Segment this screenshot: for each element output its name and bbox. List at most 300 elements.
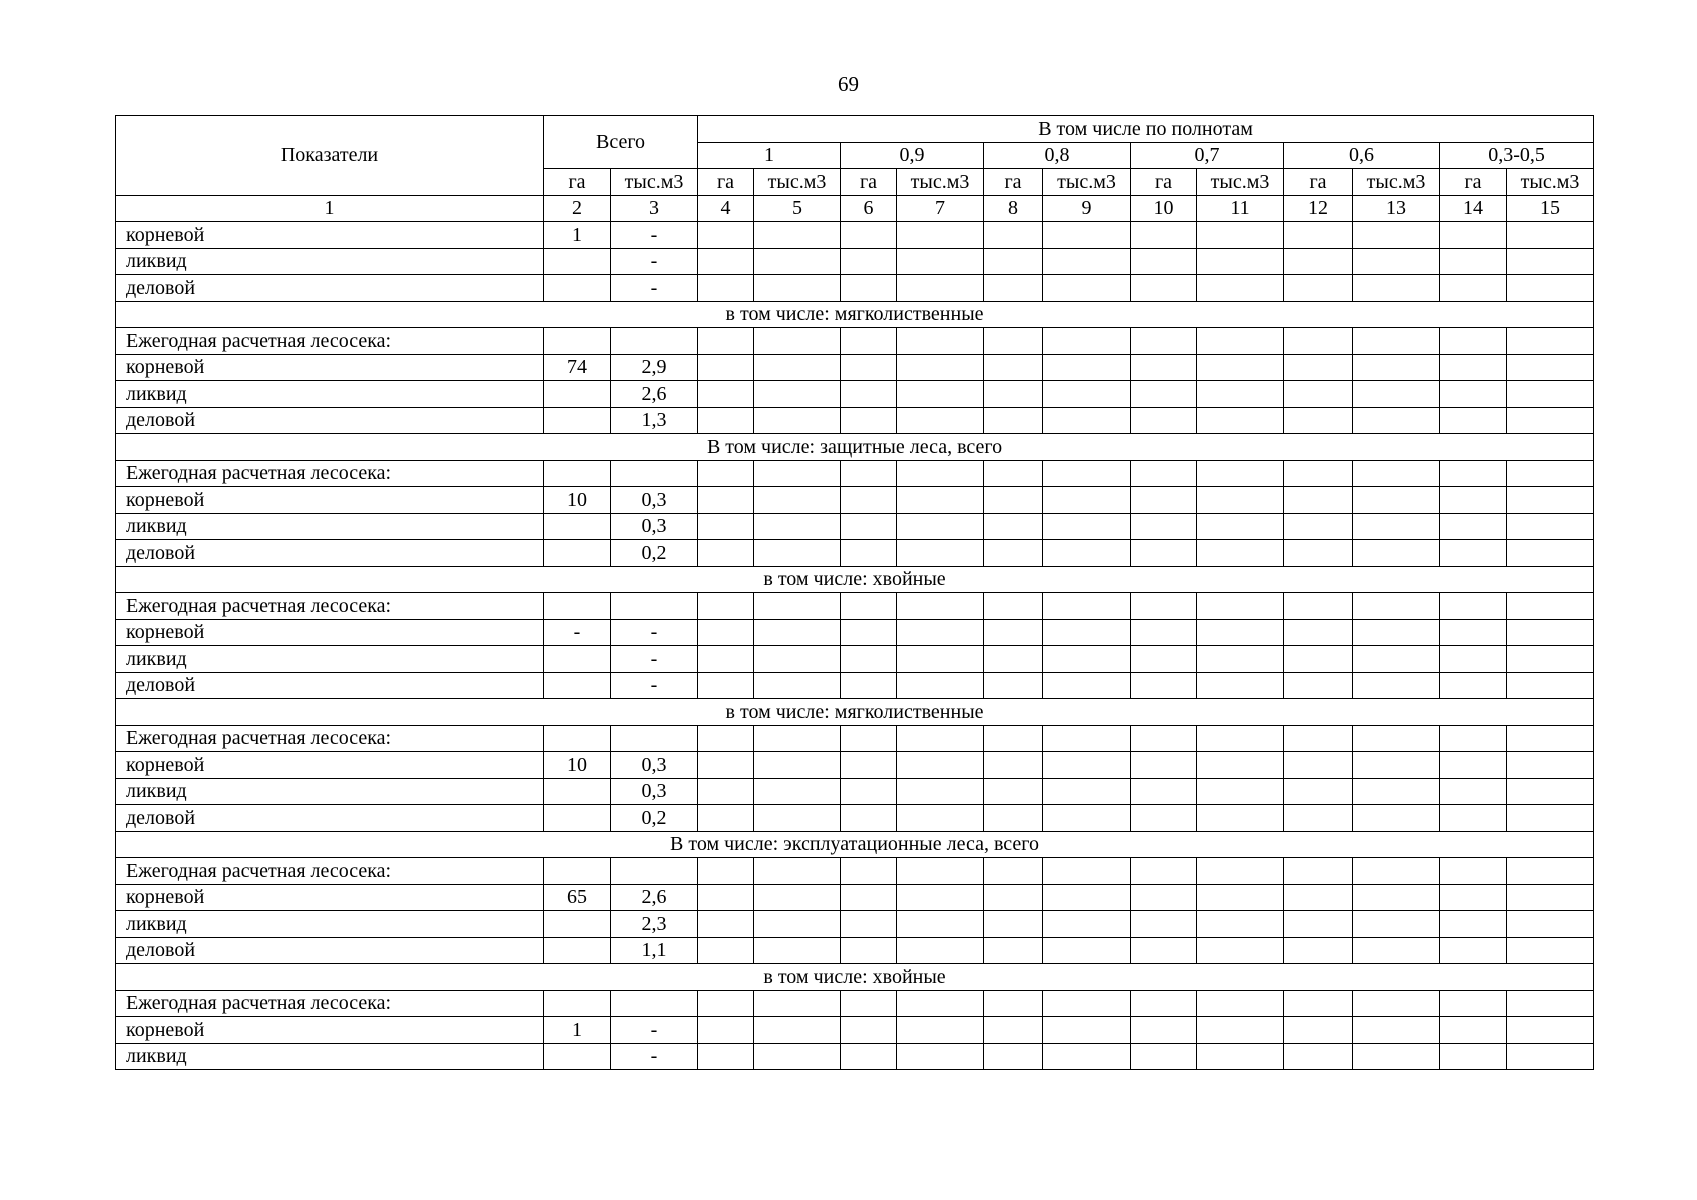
empty-cell — [984, 990, 1043, 1017]
empty-cell — [1440, 328, 1507, 355]
empty-cell — [1043, 407, 1131, 434]
row-label: Ежегодная расчетная лесосека: — [116, 328, 544, 355]
empty-cell — [754, 752, 841, 779]
total-ha-cell — [544, 407, 611, 434]
total-m3-cell: - — [611, 1043, 698, 1070]
empty-cell — [1353, 222, 1440, 249]
empty-cell — [698, 646, 754, 673]
empty-cell — [754, 460, 841, 487]
empty-cell — [841, 328, 897, 355]
empty-cell — [754, 381, 841, 408]
table-row — [116, 937, 1594, 964]
empty-cell — [698, 990, 754, 1017]
empty-cell — [1507, 1017, 1594, 1044]
empty-cell — [754, 275, 841, 302]
empty-cell — [897, 778, 984, 805]
total-ha-cell — [544, 540, 611, 567]
total-ha-cell — [544, 593, 611, 620]
table-row — [116, 407, 1594, 434]
empty-cell — [754, 990, 841, 1017]
empty-cell — [1043, 593, 1131, 620]
table-row — [116, 593, 1594, 620]
empty-cell — [1043, 540, 1131, 567]
empty-cell — [1353, 1043, 1440, 1070]
empty-cell — [1284, 275, 1353, 302]
empty-cell — [1284, 222, 1353, 249]
table-row — [116, 1043, 1594, 1070]
table-row — [116, 248, 1594, 275]
empty-cell — [1440, 911, 1507, 938]
empty-cell — [1131, 1017, 1197, 1044]
row-label: деловой — [116, 937, 544, 964]
total-m3-cell — [611, 990, 698, 1017]
empty-cell — [984, 646, 1043, 673]
total-ha-cell: 1 — [544, 222, 611, 249]
empty-cell — [1131, 593, 1197, 620]
column-number: 9 — [1043, 195, 1131, 222]
empty-cell — [1284, 1017, 1353, 1044]
section-row — [116, 301, 1594, 328]
empty-cell — [754, 911, 841, 938]
empty-cell — [897, 513, 984, 540]
empty-cell — [1440, 593, 1507, 620]
unit-m3: тыс.м3 — [611, 169, 698, 196]
empty-cell — [984, 1043, 1043, 1070]
column-number: 12 — [1284, 195, 1353, 222]
empty-cell — [1131, 778, 1197, 805]
empty-cell — [897, 937, 984, 964]
empty-cell — [1131, 275, 1197, 302]
unit-ha: га — [698, 169, 754, 196]
empty-cell — [1507, 381, 1594, 408]
empty-cell — [1197, 540, 1284, 567]
empty-cell — [754, 1043, 841, 1070]
page-number: 69 — [838, 72, 859, 96]
section-title: в том числе: мягколиственные — [116, 301, 1594, 328]
empty-cell — [1353, 646, 1440, 673]
column-number: 10 — [1131, 195, 1197, 222]
column-number: 11 — [1197, 195, 1284, 222]
table-row — [116, 778, 1594, 805]
empty-cell — [1353, 460, 1440, 487]
empty-cell — [698, 1043, 754, 1070]
table-row — [116, 1017, 1594, 1044]
row-label: деловой — [116, 275, 544, 302]
empty-cell — [1507, 725, 1594, 752]
empty-cell — [1043, 752, 1131, 779]
empty-cell — [1043, 619, 1131, 646]
empty-cell — [1440, 222, 1507, 249]
unit-ha: га — [841, 169, 897, 196]
empty-cell — [1197, 407, 1284, 434]
row-label: деловой — [116, 805, 544, 832]
empty-cell — [984, 619, 1043, 646]
table-row — [116, 619, 1594, 646]
total-ha-cell — [544, 937, 611, 964]
empty-cell — [984, 222, 1043, 249]
empty-cell — [897, 222, 984, 249]
empty-cell — [1440, 778, 1507, 805]
table-row — [116, 354, 1594, 381]
empty-cell — [1440, 1043, 1507, 1070]
total-m3-cell — [611, 328, 698, 355]
unit-m3: тыс.м3 — [1507, 169, 1594, 196]
empty-cell — [1353, 328, 1440, 355]
empty-cell — [1197, 1043, 1284, 1070]
empty-cell — [984, 460, 1043, 487]
empty-cell — [841, 487, 897, 514]
empty-cell — [1197, 513, 1284, 540]
table-row — [116, 858, 1594, 885]
empty-cell — [754, 248, 841, 275]
total-ha-cell — [544, 990, 611, 1017]
total-ha-cell — [544, 911, 611, 938]
empty-cell — [1131, 937, 1197, 964]
total-m3-cell: - — [611, 646, 698, 673]
empty-cell — [1131, 354, 1197, 381]
empty-cell — [1353, 752, 1440, 779]
empty-cell — [1284, 646, 1353, 673]
row-label: деловой — [116, 672, 544, 699]
empty-cell — [1507, 222, 1594, 249]
empty-cell — [1440, 858, 1507, 885]
empty-cell — [1131, 460, 1197, 487]
empty-cell — [897, 540, 984, 567]
section-row — [116, 566, 1594, 593]
total-ha-cell — [544, 328, 611, 355]
empty-cell — [1043, 884, 1131, 911]
empty-cell — [897, 672, 984, 699]
empty-cell — [698, 805, 754, 832]
empty-cell — [1440, 725, 1507, 752]
row-label: деловой — [116, 540, 544, 567]
empty-cell — [897, 646, 984, 673]
empty-cell — [897, 460, 984, 487]
empty-cell — [1131, 752, 1197, 779]
empty-cell — [754, 1017, 841, 1044]
empty-cell — [1507, 646, 1594, 673]
unit-ha: га — [1131, 169, 1197, 196]
empty-cell — [841, 381, 897, 408]
empty-cell — [1131, 990, 1197, 1017]
empty-cell — [1353, 487, 1440, 514]
empty-cell — [1197, 672, 1284, 699]
empty-cell — [897, 1017, 984, 1044]
empty-cell — [754, 725, 841, 752]
empty-cell — [1043, 222, 1131, 249]
empty-cell — [841, 884, 897, 911]
empty-cell — [984, 328, 1043, 355]
empty-cell — [698, 328, 754, 355]
total-m3-cell — [611, 725, 698, 752]
row-label: ликвид — [116, 646, 544, 673]
empty-cell — [1353, 381, 1440, 408]
empty-cell — [1131, 911, 1197, 938]
row-label: корневой — [116, 884, 544, 911]
row-label: ликвид — [116, 381, 544, 408]
empty-cell — [1440, 540, 1507, 567]
empty-cell — [1507, 593, 1594, 620]
empty-cell — [1043, 381, 1131, 408]
empty-cell — [1507, 884, 1594, 911]
row-label: корневой — [116, 222, 544, 249]
empty-cell — [1043, 513, 1131, 540]
empty-cell — [698, 778, 754, 805]
empty-cell — [1440, 646, 1507, 673]
empty-cell — [1507, 619, 1594, 646]
empty-cell — [1284, 725, 1353, 752]
empty-cell — [1284, 354, 1353, 381]
empty-cell — [1353, 937, 1440, 964]
empty-cell — [1507, 672, 1594, 699]
empty-cell — [1284, 752, 1353, 779]
header-by-density: В том числе по полнотам — [698, 116, 1594, 143]
empty-cell — [1043, 1043, 1131, 1070]
column-number: 2 — [544, 195, 611, 222]
empty-cell — [841, 990, 897, 1017]
empty-cell — [754, 884, 841, 911]
empty-cell — [1043, 911, 1131, 938]
total-m3-cell: 2,9 — [611, 354, 698, 381]
total-m3-cell: 0,3 — [611, 487, 698, 514]
header-indicators: Показатели — [116, 116, 544, 196]
empty-cell — [698, 619, 754, 646]
row-label: корневой — [116, 354, 544, 381]
table-row — [116, 460, 1594, 487]
column-number: 5 — [754, 195, 841, 222]
empty-cell — [1353, 805, 1440, 832]
empty-cell — [897, 752, 984, 779]
empty-cell — [984, 725, 1043, 752]
empty-cell — [1197, 593, 1284, 620]
empty-cell — [984, 672, 1043, 699]
empty-cell — [1440, 672, 1507, 699]
empty-cell — [1507, 911, 1594, 938]
empty-cell — [1284, 805, 1353, 832]
empty-cell — [1284, 1043, 1353, 1070]
empty-cell — [1043, 328, 1131, 355]
header-density: 1 — [698, 142, 841, 169]
total-ha-cell: 10 — [544, 752, 611, 779]
empty-cell — [1440, 937, 1507, 964]
empty-cell — [984, 354, 1043, 381]
empty-cell — [1440, 275, 1507, 302]
empty-cell — [1440, 513, 1507, 540]
empty-cell — [1043, 858, 1131, 885]
row-label: Ежегодная расчетная лесосека: — [116, 725, 544, 752]
unit-m3: тыс.м3 — [1197, 169, 1284, 196]
header-density: 0,6 — [1284, 142, 1440, 169]
empty-cell — [698, 460, 754, 487]
empty-cell — [1197, 937, 1284, 964]
empty-cell — [897, 990, 984, 1017]
total-ha-cell — [544, 646, 611, 673]
empty-cell — [1507, 407, 1594, 434]
header-density: 0,9 — [841, 142, 984, 169]
empty-cell — [841, 619, 897, 646]
empty-cell — [1507, 540, 1594, 567]
empty-cell — [897, 1043, 984, 1070]
empty-cell — [1507, 937, 1594, 964]
row-label: Ежегодная расчетная лесосека: — [116, 460, 544, 487]
empty-cell — [1353, 1017, 1440, 1044]
section-row — [116, 699, 1594, 726]
empty-cell — [1353, 407, 1440, 434]
empty-cell — [754, 778, 841, 805]
total-ha-cell — [544, 725, 611, 752]
table-row — [116, 540, 1594, 567]
empty-cell — [1197, 805, 1284, 832]
empty-cell — [1131, 858, 1197, 885]
empty-cell — [754, 805, 841, 832]
empty-cell — [841, 593, 897, 620]
empty-cell — [1131, 407, 1197, 434]
empty-cell — [1131, 805, 1197, 832]
empty-cell — [1043, 248, 1131, 275]
empty-cell — [1507, 752, 1594, 779]
empty-cell — [841, 1017, 897, 1044]
empty-cell — [1353, 248, 1440, 275]
empty-cell — [1131, 1043, 1197, 1070]
empty-cell — [698, 911, 754, 938]
empty-cell — [1284, 778, 1353, 805]
total-m3-cell — [611, 593, 698, 620]
empty-cell — [1043, 990, 1131, 1017]
table-row — [116, 990, 1594, 1017]
table-row — [116, 646, 1594, 673]
table-row — [116, 805, 1594, 832]
unit-ha: га — [1440, 169, 1507, 196]
empty-cell — [984, 1017, 1043, 1044]
row-label: корневой — [116, 487, 544, 514]
empty-cell — [1353, 275, 1440, 302]
section-title: в том числе: хвойные — [116, 566, 1594, 593]
empty-cell — [897, 354, 984, 381]
empty-cell — [1197, 381, 1284, 408]
table-row — [116, 487, 1594, 514]
header-density: 0,8 — [984, 142, 1131, 169]
empty-cell — [1197, 1017, 1284, 1044]
empty-cell — [841, 248, 897, 275]
empty-cell — [1043, 275, 1131, 302]
unit-ha: га — [984, 169, 1043, 196]
total-m3-cell: 0,2 — [611, 540, 698, 567]
empty-cell — [1131, 725, 1197, 752]
empty-cell — [1507, 990, 1594, 1017]
table-row — [116, 513, 1594, 540]
section-title: В том числе: эксплуатационные леса, всего — [116, 831, 1594, 858]
allowable-cut-table — [115, 115, 1594, 1070]
header-density: 0,7 — [1131, 142, 1284, 169]
empty-cell — [841, 752, 897, 779]
empty-cell — [897, 725, 984, 752]
empty-cell — [754, 513, 841, 540]
empty-cell — [1131, 328, 1197, 355]
table-row — [116, 725, 1594, 752]
column-number: 13 — [1353, 195, 1440, 222]
table-row — [116, 884, 1594, 911]
empty-cell — [754, 487, 841, 514]
empty-cell — [698, 513, 754, 540]
empty-cell — [1284, 460, 1353, 487]
empty-cell — [698, 593, 754, 620]
empty-cell — [984, 911, 1043, 938]
row-label: корневой — [116, 752, 544, 779]
empty-cell — [1507, 1043, 1594, 1070]
empty-cell — [1284, 513, 1353, 540]
empty-cell — [1131, 487, 1197, 514]
empty-cell — [1197, 354, 1284, 381]
total-m3-cell — [611, 858, 698, 885]
section-title: в том числе: мягколиственные — [116, 699, 1594, 726]
total-m3-cell: 2,3 — [611, 911, 698, 938]
total-m3-cell: - — [611, 275, 698, 302]
empty-cell — [1284, 619, 1353, 646]
empty-cell — [1353, 619, 1440, 646]
empty-cell — [1507, 354, 1594, 381]
header-density: 0,3-0,5 — [1440, 142, 1594, 169]
row-label: Ежегодная расчетная лесосека: — [116, 858, 544, 885]
empty-cell — [1440, 381, 1507, 408]
empty-cell — [754, 593, 841, 620]
empty-cell — [1284, 858, 1353, 885]
section-title: В том числе: защитные леса, всего — [116, 434, 1594, 461]
total-ha-cell — [544, 778, 611, 805]
empty-cell — [1043, 725, 1131, 752]
empty-cell — [1284, 540, 1353, 567]
empty-cell — [897, 407, 984, 434]
empty-cell — [698, 381, 754, 408]
empty-cell — [841, 407, 897, 434]
empty-cell — [1284, 248, 1353, 275]
empty-cell — [1197, 646, 1284, 673]
unit-m3: тыс.м3 — [754, 169, 841, 196]
column-number: 4 — [698, 195, 754, 222]
empty-cell — [1284, 328, 1353, 355]
total-ha-cell: 1 — [544, 1017, 611, 1044]
empty-cell — [1043, 354, 1131, 381]
empty-cell — [754, 354, 841, 381]
empty-cell — [841, 354, 897, 381]
total-m3-cell: - — [611, 248, 698, 275]
empty-cell — [1197, 778, 1284, 805]
empty-cell — [1353, 884, 1440, 911]
empty-cell — [1353, 858, 1440, 885]
empty-cell — [984, 778, 1043, 805]
empty-cell — [984, 248, 1043, 275]
empty-cell — [1353, 990, 1440, 1017]
empty-cell — [984, 937, 1043, 964]
empty-cell — [1507, 460, 1594, 487]
section-row — [116, 964, 1594, 991]
empty-cell — [841, 540, 897, 567]
total-ha-cell: - — [544, 619, 611, 646]
total-ha-cell — [544, 248, 611, 275]
total-m3-cell: - — [611, 1017, 698, 1044]
column-number: 6 — [841, 195, 897, 222]
empty-cell — [897, 275, 984, 302]
empty-cell — [1197, 328, 1284, 355]
total-m3-cell: 2,6 — [611, 381, 698, 408]
empty-cell — [1353, 354, 1440, 381]
empty-cell — [984, 275, 1043, 302]
empty-cell — [984, 381, 1043, 408]
table-row — [116, 275, 1594, 302]
empty-cell — [984, 487, 1043, 514]
empty-cell — [897, 248, 984, 275]
row-label: корневой — [116, 1017, 544, 1044]
empty-cell — [1440, 354, 1507, 381]
